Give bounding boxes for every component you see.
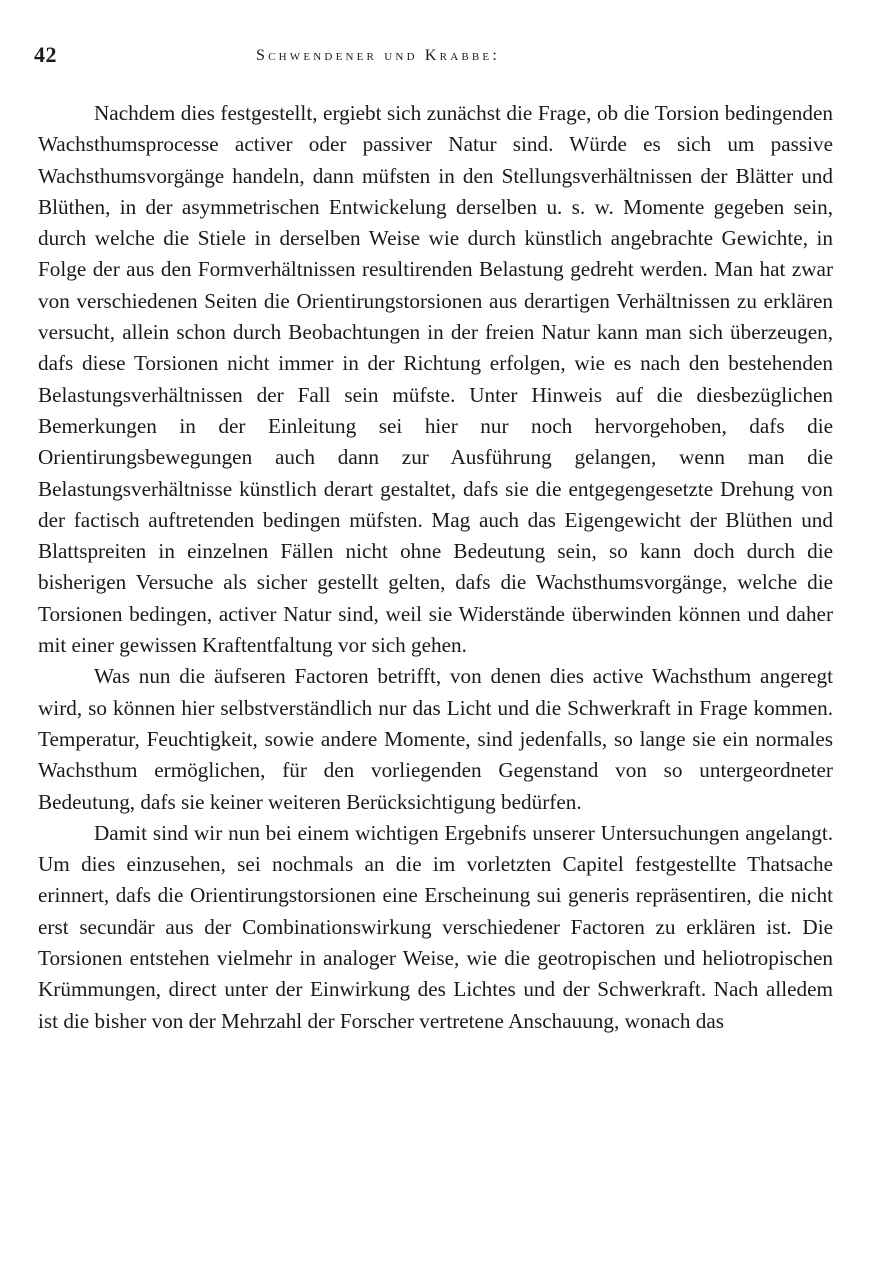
page-number: 42	[34, 42, 57, 67]
paragraph-important-result: Damit sind wir nun bei einem wichtigen Ergebnifs unserer Untersuchungen angelangt. Um dies einzusehen, sei nochmals an die im vorletzten Capitel festgestellte Thatsache erinnert, dafs die Orientirungstorsionen eine Erscheinung sui generis repräsentiren, die nicht erst secundär aus der Combinationswirkung verschiedener Factoren zu erklären ist. Die Torsionen entstehen vielmehr in analoger Weise, wie die geotropischen und heliotropischen Krümmungen, direct unter der Einwirkung des Lichtes und der Schwerkraft. Nach alledem ist die bisher von der Mehrzahl der Forscher vertretene Anschauung, wonach das	[38, 820, 833, 1033]
body-text	[38, 98, 833, 1037]
page-header	[34, 42, 836, 82]
paragraph-external-factors: Was nun die äufseren Factoren betrifft, von denen dies active Wachsthum angeregt wird, so können hier selbstverständlich nur das Licht und die Schwerkraft in Frage kommen. Temperatur, Feuchtigkeit, sowie andere Momente, sind jedenfalls, so lange sie ein normales Wachsthum ermöglichen, für den vorliegenden Gegenstand von so untergeordneter Bedeutung, dafs sie keiner weiteren Berücksichtigung bedürfen.	[38, 664, 833, 814]
paragraph-torsion-nature: Nachdem dies festgestellt, ergiebt sich zunächst die Frage, ob die Torsion bedingenden Wachsthumsprocesse activer oder passiver Natur sind. Würde es sich um passive Wachsthumsvorgänge handeln, dann müfsten in den Stellungsverhältnissen der Blätter und Blüthen, in der asymmetrischen Entwickelung derselben u. s. w. Momente gegeben sein, durch welche die Stiele in derselben Weise wie durch künstlich angebrachte Gewichte, in Folge der aus den Formverhältnissen resultirenden Belastung gedreht werden. Man hat zwar von verschiedenen Seiten die Orientirungstorsionen aus derartigen Verhältnissen zu erklären versucht, allein schon durch Beobachtungen in der freien Natur kann man sich überzeugen, dafs diese Torsionen nicht immer in der Richtung erfolgen, wie es nach den bestehenden Belastungsverhältnissen der Fall sein müfste. Unter Hinweis auf die diesbezüglichen Bemerkungen in der Einleitung sei hier nur noch hervorgehoben, dafs die Orientirungsbewegungen auch dann zur Ausführung gelangen, wenn man die Belastungsverhältnisse künstlich derart gestaltet, dafs sie die entgegengesetzte Drehung von der factisch auftretenden bedingen müfsten. Mag auch das Eigengewicht der Blüthen und Blattspreiten in einzelnen Fällen nicht ohne Bedeutung sein, so kann doch durch die bisherigen Versuche als sicher gestellt gelten, dafs die Wachsthumsvorgänge, welche die Torsionen bedingen, activer Natur sind, weil sie Widerstände überwinden können und daher mit einer gewissen Kraftentfaltung vor sich gehen.	[38, 101, 833, 658]
running-head: Schwendener und Krabbe:	[256, 47, 500, 64]
